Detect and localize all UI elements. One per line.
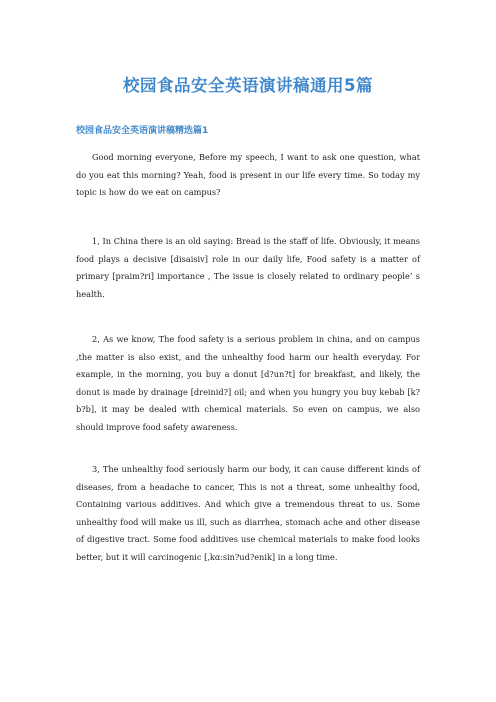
paragraph-intro: Good morning everyone, Before my speech, I want to ask one question, what do you eat this morning? Yeah, food is present in our life every time. So today my topic is how do we eat on campus? [76,152,420,198]
document-title: 校园食品安全英语演讲稿通用5篇 [123,76,373,95]
paragraph-1: 1, In China there is an old saying: Bread is the staff of life. Obviously, it means food plays a decisive [disaisiv] role in our daily life, Food safety is a matter of primary [praim?ri] importance , The issue is closely related to ordinary people’ s health. [76,236,420,299]
section-heading: 校园食品安全英语演讲稿精选篇1 [76,126,209,136]
paragraph-2: 2, As we know, The food safety is a serious problem in china, and on campus ,the matter is also exist, and the unhealthy food harm our health everyday. For example, in the morning, you buy a donut [d?un?t] for breakfast, and likely, the donut is made by drainage [dreinid?] oil; and when you hungry you buy kebab [k?b?b], it may be dealed with chemical materials. So even on campus, we also should improve food safety awareness. [76,334,420,432]
paragraph-3: 3, The unhealthy food seriously harm our body, it can cause different kinds of diseases, from a headache to cancer, This is not a threat, some unhealthy food, Containing various additives. And which give a tremendous threat to us. Some unhealthy food will make us ill, such as diarrhea, stomach ache and other disease of digestive tract. Some food additives use chemical materials to make food looks better, but it will carcinogenic [,kɑ:sin?ud?enik] in a long time. [76,464,420,562]
